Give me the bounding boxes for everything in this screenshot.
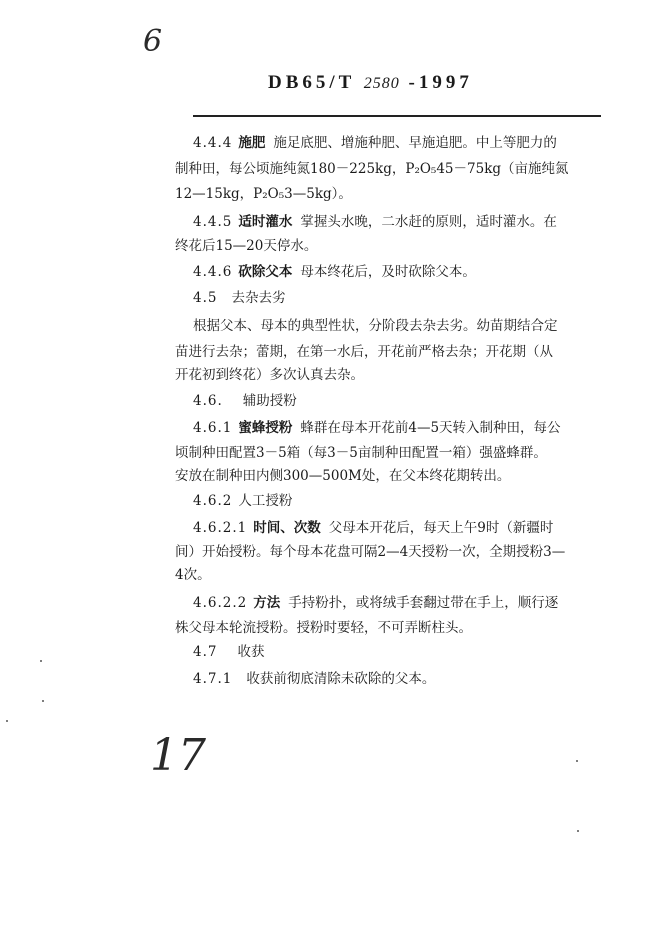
clause-4-4-5 (193, 213, 557, 231)
header-rule (193, 115, 601, 117)
clause-4-6-1 (193, 419, 561, 437)
clause-4-6-2-1 (193, 519, 553, 537)
clause-4-4-6 (193, 263, 476, 281)
section-4-7-heading (193, 643, 264, 661)
code-prefix: DB65/T (268, 72, 356, 93)
clause-term: 适时灌水 (238, 214, 293, 230)
section-4-6-2-heading (193, 492, 292, 510)
clause-number: 4.4.5 (193, 214, 233, 230)
text-line: 根据父本、母本的典型性状，分阶段去杂去劣。幼苗期结合定 (193, 318, 558, 334)
code-number-handwritten: 2580 (363, 75, 400, 92)
section-title: 人工授粉 (238, 493, 293, 509)
clause-term: 蜜蜂授粉 (238, 420, 293, 436)
handwritten-page-mark: 6 (143, 24, 163, 59)
clause-number: 4.4.6 (193, 264, 233, 280)
scan-speck (42, 700, 44, 702)
text-line: 安放在制种田内侧300—500M处，在父本终花期转出。 (175, 468, 511, 484)
text-line: 制种田，每公顷施纯氮180－225kg，P₂O₅45－75kg（亩施纯氮 (175, 161, 569, 177)
handwritten-page-number: 17 (150, 730, 206, 781)
clause-text: 蜂群在母本开花前4—5天转入制种田，每公 (300, 420, 561, 436)
section-4-5-heading (193, 289, 285, 307)
section-4-6-heading (193, 392, 297, 410)
scan-speck (576, 760, 578, 762)
clause-text: 父母本开花后，每天上午9时（新疆时 (328, 520, 554, 536)
clause-4-6-2-2 (193, 594, 558, 612)
text-line: 开花初到终花）多次认真去杂。 (175, 367, 364, 383)
section-number: 4.6. (193, 393, 223, 409)
text-line: 4次。 (175, 567, 211, 583)
code-year: -1997 (408, 72, 473, 93)
clause-number: 4.6.2.2 (193, 595, 248, 611)
clause-text: 掌握头水晚，二水赶的原则，适时灌水。在 (300, 214, 557, 230)
scan-speck (577, 830, 579, 832)
clause-term: 方法 (253, 595, 281, 611)
standard-code-header (268, 72, 473, 94)
clause-number: 4.6.1 (193, 420, 233, 436)
text-line: 株父母本轮流授粉。授粉时要轻，不可弄断柱头。 (175, 620, 472, 636)
text-line: 终花后15—20天停水。 (175, 238, 318, 254)
clause-term: 施肥 (238, 135, 266, 151)
clause-number: 4.4.4 (193, 135, 233, 151)
section-number: 4.6.2 (193, 493, 233, 509)
clause-text: 收获前彻底清除未砍除的父本。 (246, 671, 436, 687)
clause-4-4-4 (193, 134, 557, 152)
section-title: 去杂去劣 (231, 290, 286, 306)
scan-speck (40, 660, 42, 662)
text-line: 间）开始授粉。每个母本花盘可隔2—4天授粉一次，全期授粉3— (175, 544, 566, 560)
clause-text: 施足底肥、增施种肥、早施追肥。中上等肥力的 (273, 135, 557, 151)
section-title: 辅助授粉 (242, 393, 297, 409)
clause-term: 砍除父本 (238, 264, 293, 280)
text-line: 顷制种田配置3－5箱（每3－5亩制种田配置一箱）强盛蜂群。 (175, 445, 547, 461)
text-line: 苗进行去杂；蕾期，在第一水后，开花前严格去杂；开花期（从 (175, 344, 553, 360)
section-number: 4.7 (193, 644, 218, 660)
clause-term: 时间、次数 (253, 520, 321, 536)
clause-4-7-1 (193, 670, 435, 688)
scan-speck (6, 720, 8, 722)
section-title: 收获 (237, 644, 265, 660)
clause-text: 手持粉扑，或将绒手套翻过带在手上，顺行逐 (288, 595, 559, 611)
section-number: 4.5 (193, 290, 218, 306)
clause-text: 母本终花后，及时砍除父本。 (300, 264, 476, 280)
clause-number: 4.7.1 (193, 671, 233, 687)
clause-number: 4.6.2.1 (193, 520, 248, 536)
text-line: 12—15kg，P₂O₅3—5kg）。 (175, 186, 352, 202)
